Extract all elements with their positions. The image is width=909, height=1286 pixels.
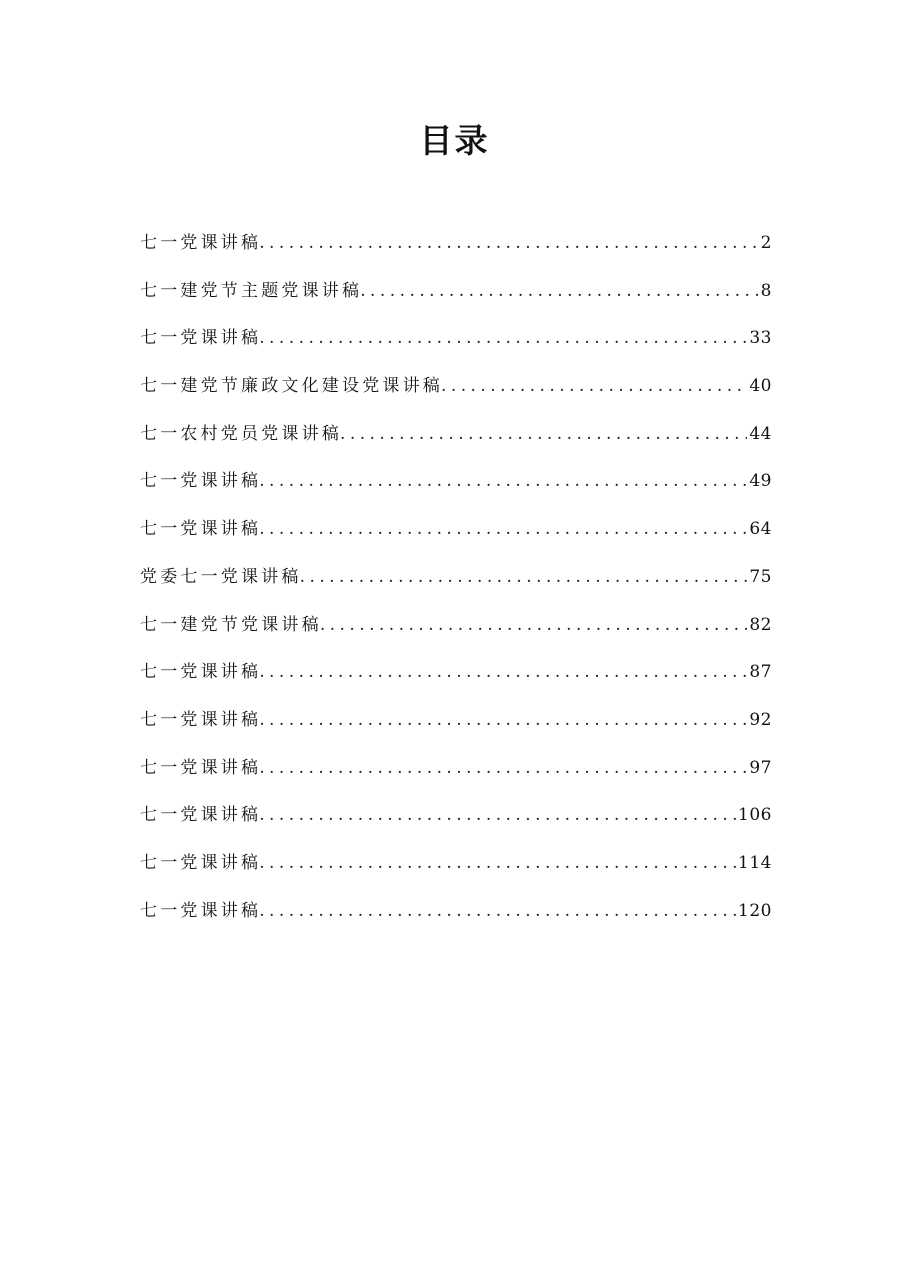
toc-dot-leader [259, 797, 736, 833]
toc-entry-label: 七一党课讲稿 [140, 233, 262, 253]
toc-entry-label: 七一建党节廉政文化建设党课讲稿 [140, 376, 443, 397]
toc-page-number: 114 [738, 852, 772, 873]
toc-dot-leader [259, 893, 736, 929]
toc-page-number: 82 [749, 614, 772, 635]
toc-entry[interactable] [140, 273, 772, 321]
toc-entry[interactable] [140, 320, 772, 368]
toc-entry-label: 七一党课讲稿 [140, 709, 262, 730]
toc-page-number: 40 [749, 376, 772, 397]
toc-page-number: 97 [749, 757, 772, 778]
toc-page-number: 8 [760, 280, 772, 301]
toc-entry-label: 七一党课讲稿 [140, 471, 262, 492]
toc-page-number: 44 [749, 423, 772, 444]
toc-entry[interactable] [140, 607, 772, 655]
toc-dot-leader [259, 845, 736, 881]
toc-dot-leader [320, 607, 748, 643]
toc-entry[interactable] [140, 654, 772, 702]
toc-dot-leader [259, 654, 747, 690]
toc-entry-label: 七一党课讲稿 [140, 900, 262, 921]
toc-entry-label: 七一党课讲稿 [140, 805, 262, 826]
toc-page-number: 120 [738, 900, 772, 921]
toc-entry-label: 七一建党节主题党课讲稿 [140, 280, 363, 301]
toc-entry[interactable] [140, 702, 772, 750]
toc-entry[interactable] [140, 416, 772, 464]
toc-entry-label: 七一党课讲稿 [140, 852, 262, 873]
toc-page-number: 106 [738, 805, 772, 826]
toc-entry[interactable] [140, 750, 772, 798]
toc-entry[interactable] [140, 559, 772, 607]
toc-entry[interactable] [140, 893, 772, 941]
toc-dot-leader [259, 702, 747, 738]
toc-entry[interactable] [140, 225, 772, 273]
toc-entry-label: 七一党课讲稿 [140, 519, 262, 540]
toc-list [140, 225, 772, 940]
toc-entry-label: 七一党课讲稿 [140, 662, 262, 683]
toc-page-number: 92 [749, 709, 772, 730]
toc-entry-label: 党委七一党课讲稿 [140, 566, 302, 587]
toc-entry[interactable] [140, 463, 772, 511]
toc-dot-leader [300, 559, 748, 595]
toc-page-number: 87 [749, 662, 772, 683]
toc-entry-label: 七一建党节党课讲稿 [140, 614, 322, 635]
toc-page-number: 2 [760, 233, 772, 253]
toc-page-number: 33 [749, 328, 772, 349]
toc-dot-leader [259, 320, 747, 356]
toc-page-number: 64 [749, 519, 772, 540]
toc-dot-leader [259, 750, 747, 786]
toc-entry[interactable] [140, 797, 772, 845]
toc-entry[interactable] [140, 511, 772, 559]
toc-dot-leader [259, 511, 747, 547]
toc-entry-label: 七一党课讲稿 [140, 328, 262, 349]
toc-dot-leader [340, 416, 747, 452]
toc-entry[interactable] [140, 845, 772, 893]
toc-entry-label: 七一农村党员党课讲稿 [140, 423, 342, 444]
toc-page-number: 75 [749, 566, 772, 587]
toc-entry-label: 七一党课讲稿 [140, 757, 262, 778]
toc-entry[interactable] [140, 368, 772, 416]
toc-page-number: 49 [749, 471, 772, 492]
toc-dot-leader [259, 225, 758, 261]
toc-dot-leader [441, 368, 747, 404]
toc-dot-leader [360, 273, 758, 309]
toc-dot-leader [259, 463, 747, 499]
toc-title: 目录 [419, 121, 490, 160]
